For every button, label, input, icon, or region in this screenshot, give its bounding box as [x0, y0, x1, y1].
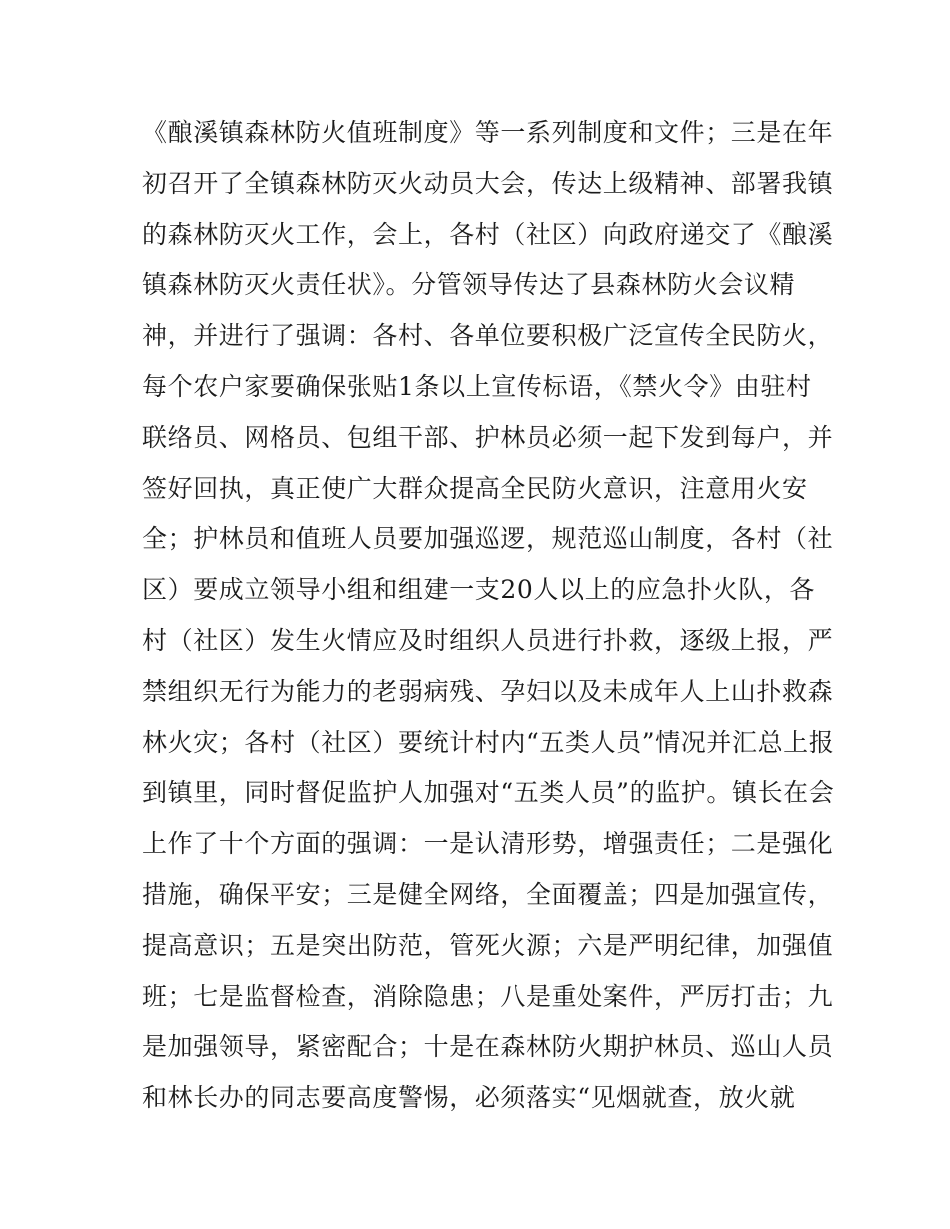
text-line: 的森林防灭火工作，会上，各村（社区）向政府递交了《酿溪: [142, 219, 834, 249]
text-line: 神，并进行了强调：各村、各单位要积极广泛宣传全民防火，: [142, 321, 834, 351]
text-line: 《酿溪镇森林防火值班制度》等一系列制度和文件；三是在年: [142, 118, 834, 147]
text-line: 初召开了全镇森林防灭火动员大会，传达上级精神、部署我镇: [142, 168, 834, 198]
text-line: 签好回执，真正使广大群众提高全民防火意识，注意用火安: [142, 473, 808, 503]
text-line: 林火灾；各村（社区）要统计村内“五类人员”情况并汇总上报: [142, 727, 835, 757]
text-line: 全；护林员和值班人员要加强巡逻，规范巡山制度，各村（社: [142, 524, 834, 554]
text-line: 班；七是监督检查，消除隐患；八是重处案件，严厉打击；九: [142, 981, 834, 1011]
document-body-text: [142, 108, 835, 1124]
text-line: 是加强领导，紧密配合；十是在森林防火期护林员、巡山人员: [142, 1032, 834, 1062]
text-line: 上作了十个方面的强调：一是认清形势，增强责任；二是强化: [142, 829, 834, 859]
text-line: 和林长办的同志要高度警惕，必须落实“见烟就查，放火就: [142, 1083, 796, 1113]
text-line: 措施，确保平安；三是健全网络，全面覆盖；四是加强宣传，: [142, 879, 834, 909]
text-line: 提高意识；五是突出防范，管死火源；六是严明纪律，加强值: [142, 930, 834, 960]
text-line: 每个农户家要确保张贴1条以上宣传标语，《禁火令》由驻村: [142, 371, 812, 401]
text-line: 区）要成立领导小组和组建一支20人以上的应急扑火队，各: [142, 575, 816, 605]
text-line: 禁组织无行为能力的老弱病残、孕妇以及未成年人上山扑救森: [142, 676, 834, 706]
text-line: 村（社区）发生火情应及时组织人员进行扑救，逐级上报，严: [142, 625, 834, 655]
text-line: 到镇里，同时督促监护人加强对“五类人员”的监护。镇长在会: [142, 778, 835, 808]
text-line: 镇森林防灭火责任状》。分管领导传达了县森林防火会议精: [142, 270, 796, 300]
text-line: 联络员、网格员、包组干部、护林员必须一起下发到每户，并: [142, 422, 834, 452]
